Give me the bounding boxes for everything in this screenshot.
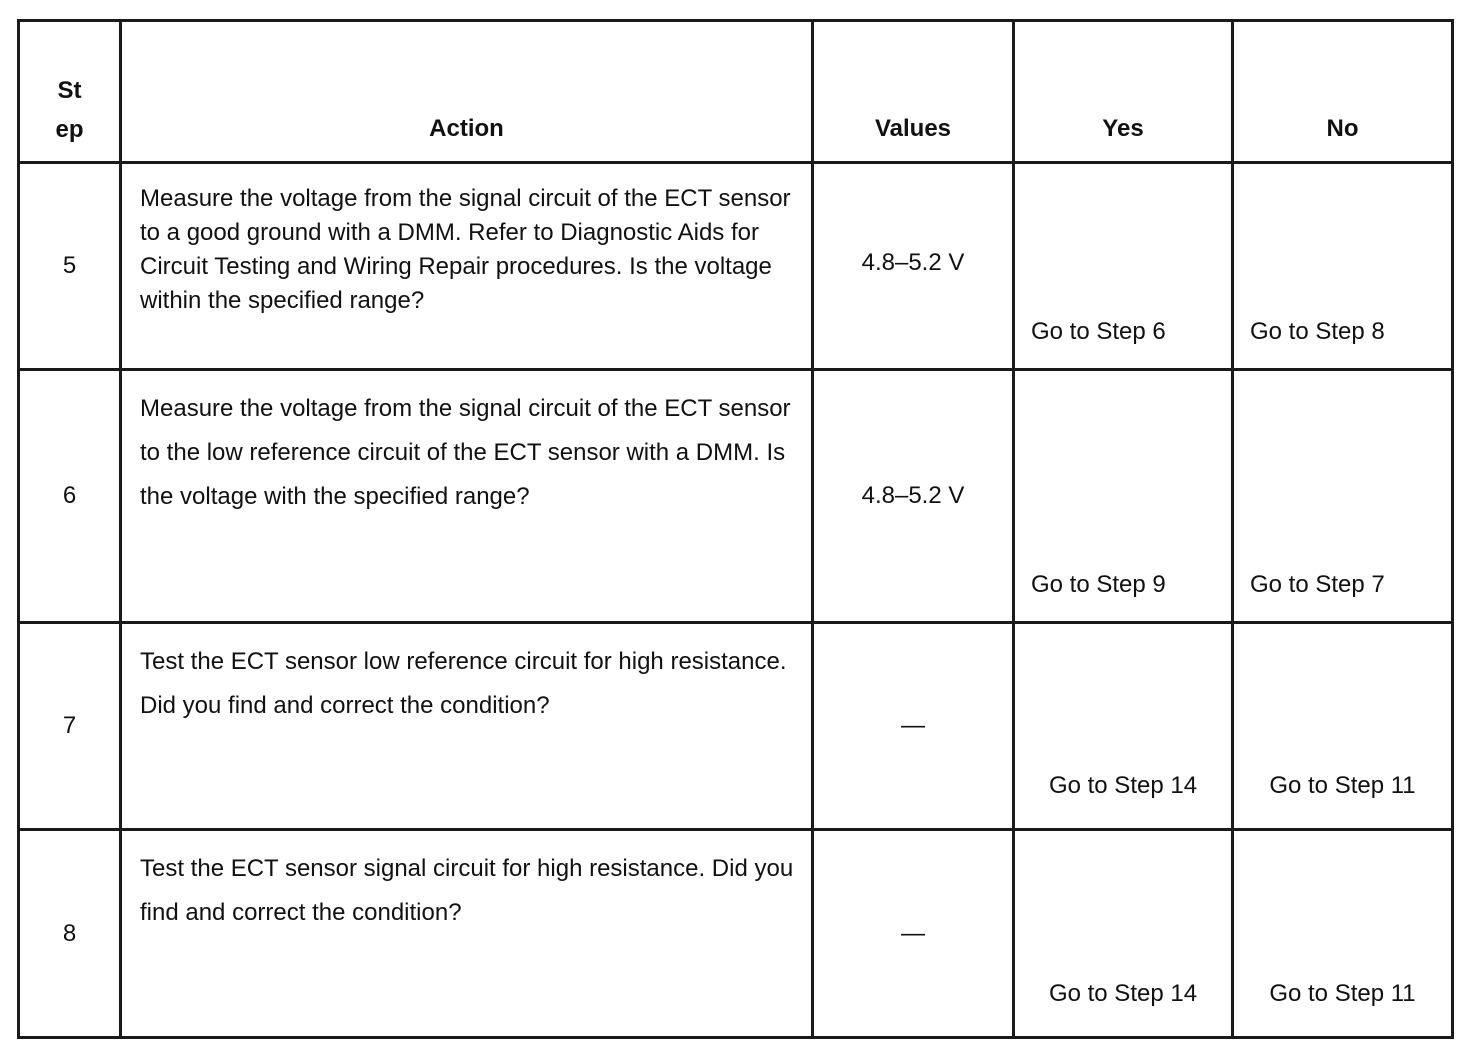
no-next-step: Go to Step 7 bbox=[1233, 370, 1453, 623]
header-step-line1: St bbox=[57, 77, 82, 104]
yes-next-step: Go to Step 9 bbox=[1014, 370, 1233, 623]
step-number: 5 bbox=[19, 163, 121, 370]
table-row bbox=[19, 370, 1453, 623]
yes-next-step-label: Go to Step 14 bbox=[1048, 772, 1198, 799]
header-values: Values bbox=[813, 21, 1014, 163]
no-next-step-label: Go to Step 11 bbox=[1269, 980, 1416, 1007]
value-range: — bbox=[813, 830, 1014, 1038]
yes-next-step: Go to Step 6 bbox=[1014, 163, 1233, 370]
step-number: 6 bbox=[19, 370, 121, 623]
value-range: — bbox=[813, 623, 1014, 830]
step-number: 7 bbox=[19, 623, 121, 830]
header-action: Action bbox=[121, 21, 813, 163]
yes-next-step bbox=[1014, 830, 1233, 1038]
table-row bbox=[19, 163, 1453, 370]
action-text: Measure the voltage from the signal circuit of the ECT sensor to a good ground with a DMM. Refer to Diagnostic Aids for Circuit Testing and Wiring Repair procedures. Is the voltage within the specified range? bbox=[121, 163, 813, 370]
yes-next-step-label: Go to Step 14 bbox=[1048, 980, 1198, 1007]
no-next-step: Go to Step 8 bbox=[1233, 163, 1453, 370]
yes-next-step bbox=[1014, 623, 1233, 830]
step-number: 8 bbox=[19, 830, 121, 1038]
diagnostic-table bbox=[17, 19, 1454, 1039]
header-no: No bbox=[1233, 21, 1453, 163]
header-yes: Yes bbox=[1014, 21, 1233, 163]
value-range: 4.8–5.2 V bbox=[813, 370, 1014, 623]
table-row bbox=[19, 830, 1453, 1038]
no-next-step bbox=[1233, 830, 1453, 1038]
header-step-line2: ep bbox=[55, 116, 84, 143]
table-row bbox=[19, 623, 1453, 830]
value-range: 4.8–5.2 V bbox=[813, 163, 1014, 370]
header-row bbox=[19, 21, 1453, 163]
no-next-step-label: Go to Step 11 bbox=[1269, 772, 1416, 799]
no-next-step bbox=[1233, 623, 1453, 830]
action-text: Test the ECT sensor signal circuit for high resistance. Did you find and correct the condition? bbox=[121, 830, 813, 1038]
action-text: Measure the voltage from the signal circuit of the ECT sensor to the low reference circuit of the ECT sensor with a DMM. Is the voltage with the specified range? bbox=[121, 370, 813, 623]
action-text: Test the ECT sensor low reference circuit for high resistance. Did you find and correct the condition? bbox=[121, 623, 813, 830]
header-step bbox=[19, 21, 121, 163]
